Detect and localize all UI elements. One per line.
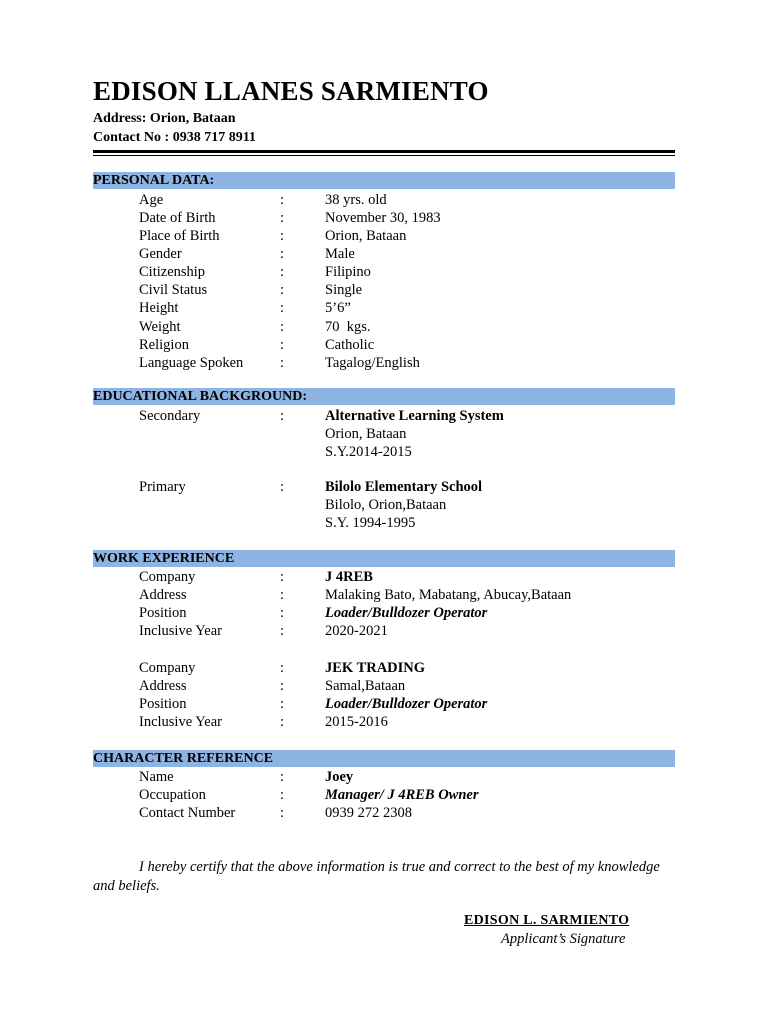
secondary-school-place: Orion, Bataan [325,426,407,442]
field-colon: : [280,228,285,244]
field-colon: : [280,605,285,621]
job-address: Malaking Bato, Mabatang, Abucay,Bataan [325,587,572,603]
section-title: PERSONAL DATA: [93,173,215,188]
field-colon: : [280,210,285,226]
reference-name-row [0,768,768,786]
field-colon: : [280,569,285,585]
primary-school-place: Bilolo, Orion,Bataan [325,497,447,513]
primary-school-name: Bilolo Elementary School [325,479,483,495]
education-primary-row [0,478,768,496]
field-value: November 30, 1983 [325,210,441,226]
field-colon: : [280,660,285,676]
education-secondary-place-row [0,425,768,443]
field-label: Inclusive Year [139,623,222,639]
field-label: Weight [139,319,181,335]
applicant-name: EDISON LLANES SARMIENTO [93,76,489,106]
contact-line: Contact No : 0938 717 8911 [93,130,256,145]
field-colon: : [280,623,285,639]
header-divider-thin [93,155,675,156]
field-value: Tagalog/English [325,355,420,371]
field-value: 5’6” [325,300,351,316]
reference-occupation-row [0,786,768,804]
reference-name: Joey [325,769,354,785]
personal-row-age [0,191,768,209]
field-value: Single [325,282,363,298]
personal-row-religion [0,336,768,354]
character-reference-header [93,750,675,767]
field-label: Name [139,769,174,785]
job-2-company-row [0,659,768,677]
field-value: Filipino [325,264,371,280]
job-address: Samal,Bataan [325,678,406,694]
personal-row-gender [0,245,768,263]
personal-row-weight [0,318,768,336]
field-label: Language Spoken [139,355,244,371]
field-label: Civil Status [139,282,208,298]
field-label: Occupation [139,787,206,803]
field-value: Male [325,246,355,262]
reference-contact-row [0,804,768,822]
reference-contact-number: 0939 272 2308 [325,805,412,821]
field-label: Company [139,660,196,676]
field-colon: : [280,192,285,208]
field-colon: : [280,408,285,424]
education-secondary-row [0,407,768,425]
header-divider-thick [93,150,675,153]
field-label: Contact Number [139,805,236,821]
job-year: 2020-2021 [325,623,388,639]
field-colon: : [280,264,285,280]
field-label: Age [139,192,164,208]
job-1-position-row [0,604,768,622]
work-experience-header [93,550,675,567]
section-title: WORK EXPERIENCE [93,551,235,566]
personal-row-citizenship [0,263,768,281]
field-label: Height [139,300,179,316]
job-2-year-row [0,713,768,731]
field-colon: : [280,587,285,603]
job-year: 2015-2016 [325,714,388,730]
field-colon: : [280,300,285,316]
secondary-school-name: Alternative Learning System [325,408,504,424]
personal-data-header [93,172,675,189]
field-colon: : [280,282,285,298]
field-label: Place of Birth [139,228,220,244]
field-value: Orion, Bataan [325,228,407,244]
job-2-address-row [0,677,768,695]
signature-name: EDISON L. SARMIENTO [464,913,630,928]
field-colon: : [280,805,285,821]
field-label: Religion [139,337,189,353]
field-colon: : [280,787,285,803]
field-label: Address [139,587,187,603]
field-label: Inclusive Year [139,714,222,730]
education-primary-place-row [0,496,768,514]
field-colon: : [280,714,285,730]
job-1-year-row [0,622,768,640]
address-line: Address: Orion, Bataan [93,111,236,126]
field-label: Position [139,696,187,712]
field-colon: : [280,337,285,353]
field-colon: : [280,696,285,712]
personal-row-language [0,354,768,372]
field-label: Secondary [139,408,201,424]
secondary-school-year: S.Y.2014-2015 [325,444,412,460]
section-title: CHARACTER REFERENCE [93,751,274,766]
field-label: Company [139,569,196,585]
personal-row-height [0,299,768,317]
field-colon: : [280,769,285,785]
certification-statement: I hereby certify that the above information is true and correct to the best of my knowledge and beliefs. [93,859,660,894]
personal-row-place-of-birth [0,227,768,245]
section-title: EDUCATIONAL BACKGROUND: [93,389,308,404]
education-primary-year-row [0,514,768,532]
field-colon: : [280,479,285,495]
education-secondary-year-row [0,443,768,461]
field-colon: : [280,678,285,694]
field-value: 70 kgs. [325,319,371,335]
field-colon: : [280,246,285,262]
personal-row-date-of-birth [0,209,768,227]
personal-row-civil-status [0,281,768,299]
field-value: Catholic [325,337,375,353]
job-1-address-row [0,586,768,604]
field-label: Date of Birth [139,210,216,226]
field-label: Position [139,605,187,621]
field-colon: : [280,319,285,335]
signature-caption: Applicant’s Signature [501,931,626,947]
job-company: JEK TRADING [325,660,426,676]
field-value: 38 yrs. old [325,192,387,208]
job-position: Loader/Bulldozer Operator [325,696,488,712]
field-label: Citizenship [139,264,206,280]
field-label: Primary [139,479,186,495]
primary-school-year: S.Y. 1994-1995 [325,515,416,531]
job-2-position-row [0,695,768,713]
field-label: Address [139,678,187,694]
reference-occupation: Manager/ J 4REB Owner [325,787,479,803]
job-1-company-row [0,568,768,586]
field-label: Gender [139,246,182,262]
job-company: J 4REB [325,569,373,585]
field-colon: : [280,355,285,371]
job-position: Loader/Bulldozer Operator [325,605,488,621]
education-header [93,388,675,405]
